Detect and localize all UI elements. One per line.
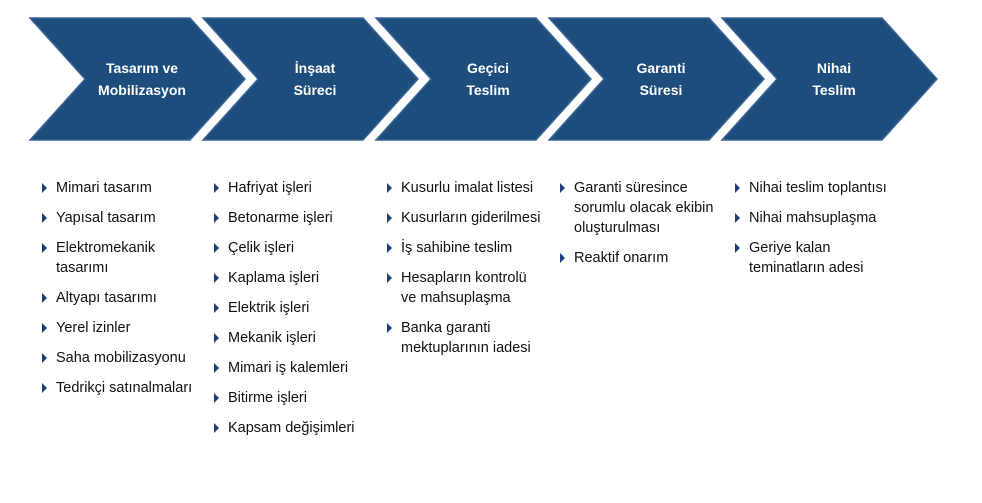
bullet-arrow-icon	[560, 253, 565, 263]
stage-title-line: Teslim	[812, 82, 856, 98]
stage-title-line: Garanti	[636, 60, 686, 76]
list-item: Elektrik işleri	[212, 298, 377, 318]
list-item: Tedrikçi satınalmaları	[40, 378, 205, 398]
bullet-arrow-icon	[387, 183, 392, 193]
bullet-arrow-icon	[214, 423, 219, 433]
bullet-arrow-icon	[735, 183, 740, 193]
list-item: Çelik işleri	[212, 238, 377, 258]
bullet-arrow-icon	[42, 383, 47, 393]
stage-title-line: Süresi	[639, 82, 683, 98]
bullet-arrow-icon	[42, 323, 47, 333]
stage-3-items	[385, 178, 545, 368]
list-item: Bitirme işleri	[212, 388, 377, 408]
stage-title-line: Mobilizasyon	[98, 82, 186, 98]
stage-title-line: Tasarım ve	[105, 60, 179, 76]
stage-title-line: Geçici	[466, 60, 510, 76]
bullet-arrow-icon	[387, 323, 392, 333]
list-item: Kapsam değişimleri	[212, 418, 377, 438]
stage-2-items	[212, 178, 377, 448]
stage-title-line: Teslim	[466, 82, 510, 98]
bullet-arrow-icon	[214, 183, 219, 193]
list-item: Saha mobilizasyonu	[40, 348, 205, 368]
list-item: Garanti süresince sorumlu olacak ekibin oluşturulması	[558, 178, 718, 238]
stage-title-1	[67, 18, 217, 140]
bullet-arrow-icon	[735, 243, 740, 253]
bullet-arrow-icon	[387, 213, 392, 223]
bullet-arrow-icon	[387, 273, 392, 283]
bullet-arrow-icon	[42, 243, 47, 253]
stage-title-line: İnşaat	[294, 60, 336, 76]
bullet-arrow-icon	[735, 213, 740, 223]
stage-title-line: Süreci	[293, 82, 337, 98]
list-item: Kusurların giderilmesi	[385, 208, 545, 228]
list-item: Geriye kalan teminatların adesi	[733, 238, 893, 278]
bullet-arrow-icon	[214, 243, 219, 253]
stage-1-items	[40, 178, 205, 408]
stage-title-line: Nihai	[816, 60, 852, 76]
list-item: Betonarme işleri	[212, 208, 377, 228]
list-item: Nihai teslim toplantısı	[733, 178, 893, 198]
list-item: Nihai mahsuplaşma	[733, 208, 893, 228]
bullet-arrow-icon	[42, 213, 47, 223]
list-item: Banka garanti mektuplarının iadesi	[385, 318, 545, 358]
list-item: Hesapların kontrolü ve mahsuplaşma	[385, 268, 545, 308]
bullet-arrow-icon	[214, 393, 219, 403]
stage-title-3	[413, 18, 563, 140]
bullet-arrow-icon	[42, 183, 47, 193]
bullet-arrow-icon	[214, 273, 219, 283]
list-item: Kaplama işleri	[212, 268, 377, 288]
bullet-arrow-icon	[214, 333, 219, 343]
list-item: Altyapı tasarımı	[40, 288, 205, 308]
list-item: Elektromekanik tasarımı	[40, 238, 205, 278]
stage-title-2	[240, 18, 390, 140]
bullet-arrow-icon	[214, 213, 219, 223]
stage-5-items	[733, 178, 893, 288]
list-item: Reaktif onarım	[558, 248, 718, 268]
bullet-arrow-icon	[42, 293, 47, 303]
list-item: Kusurlu imalat listesi	[385, 178, 545, 198]
bullet-arrow-icon	[214, 303, 219, 313]
bullet-arrow-icon	[214, 363, 219, 373]
list-item: Hafriyat işleri	[212, 178, 377, 198]
list-item: Mimari tasarım	[40, 178, 205, 198]
list-item: İş sahibine teslim	[385, 238, 545, 258]
list-item: Mekanik işleri	[212, 328, 377, 348]
bullet-arrow-icon	[387, 243, 392, 253]
stage-title-4	[586, 18, 736, 140]
bullet-arrow-icon	[560, 183, 565, 193]
stage-4-items	[558, 178, 718, 278]
list-item: Yerel izinler	[40, 318, 205, 338]
stage-title-5	[759, 18, 909, 140]
list-item: Yapısal tasarım	[40, 208, 205, 228]
list-item: Mimari iş kalemleri	[212, 358, 377, 378]
bullet-arrow-icon	[42, 353, 47, 363]
